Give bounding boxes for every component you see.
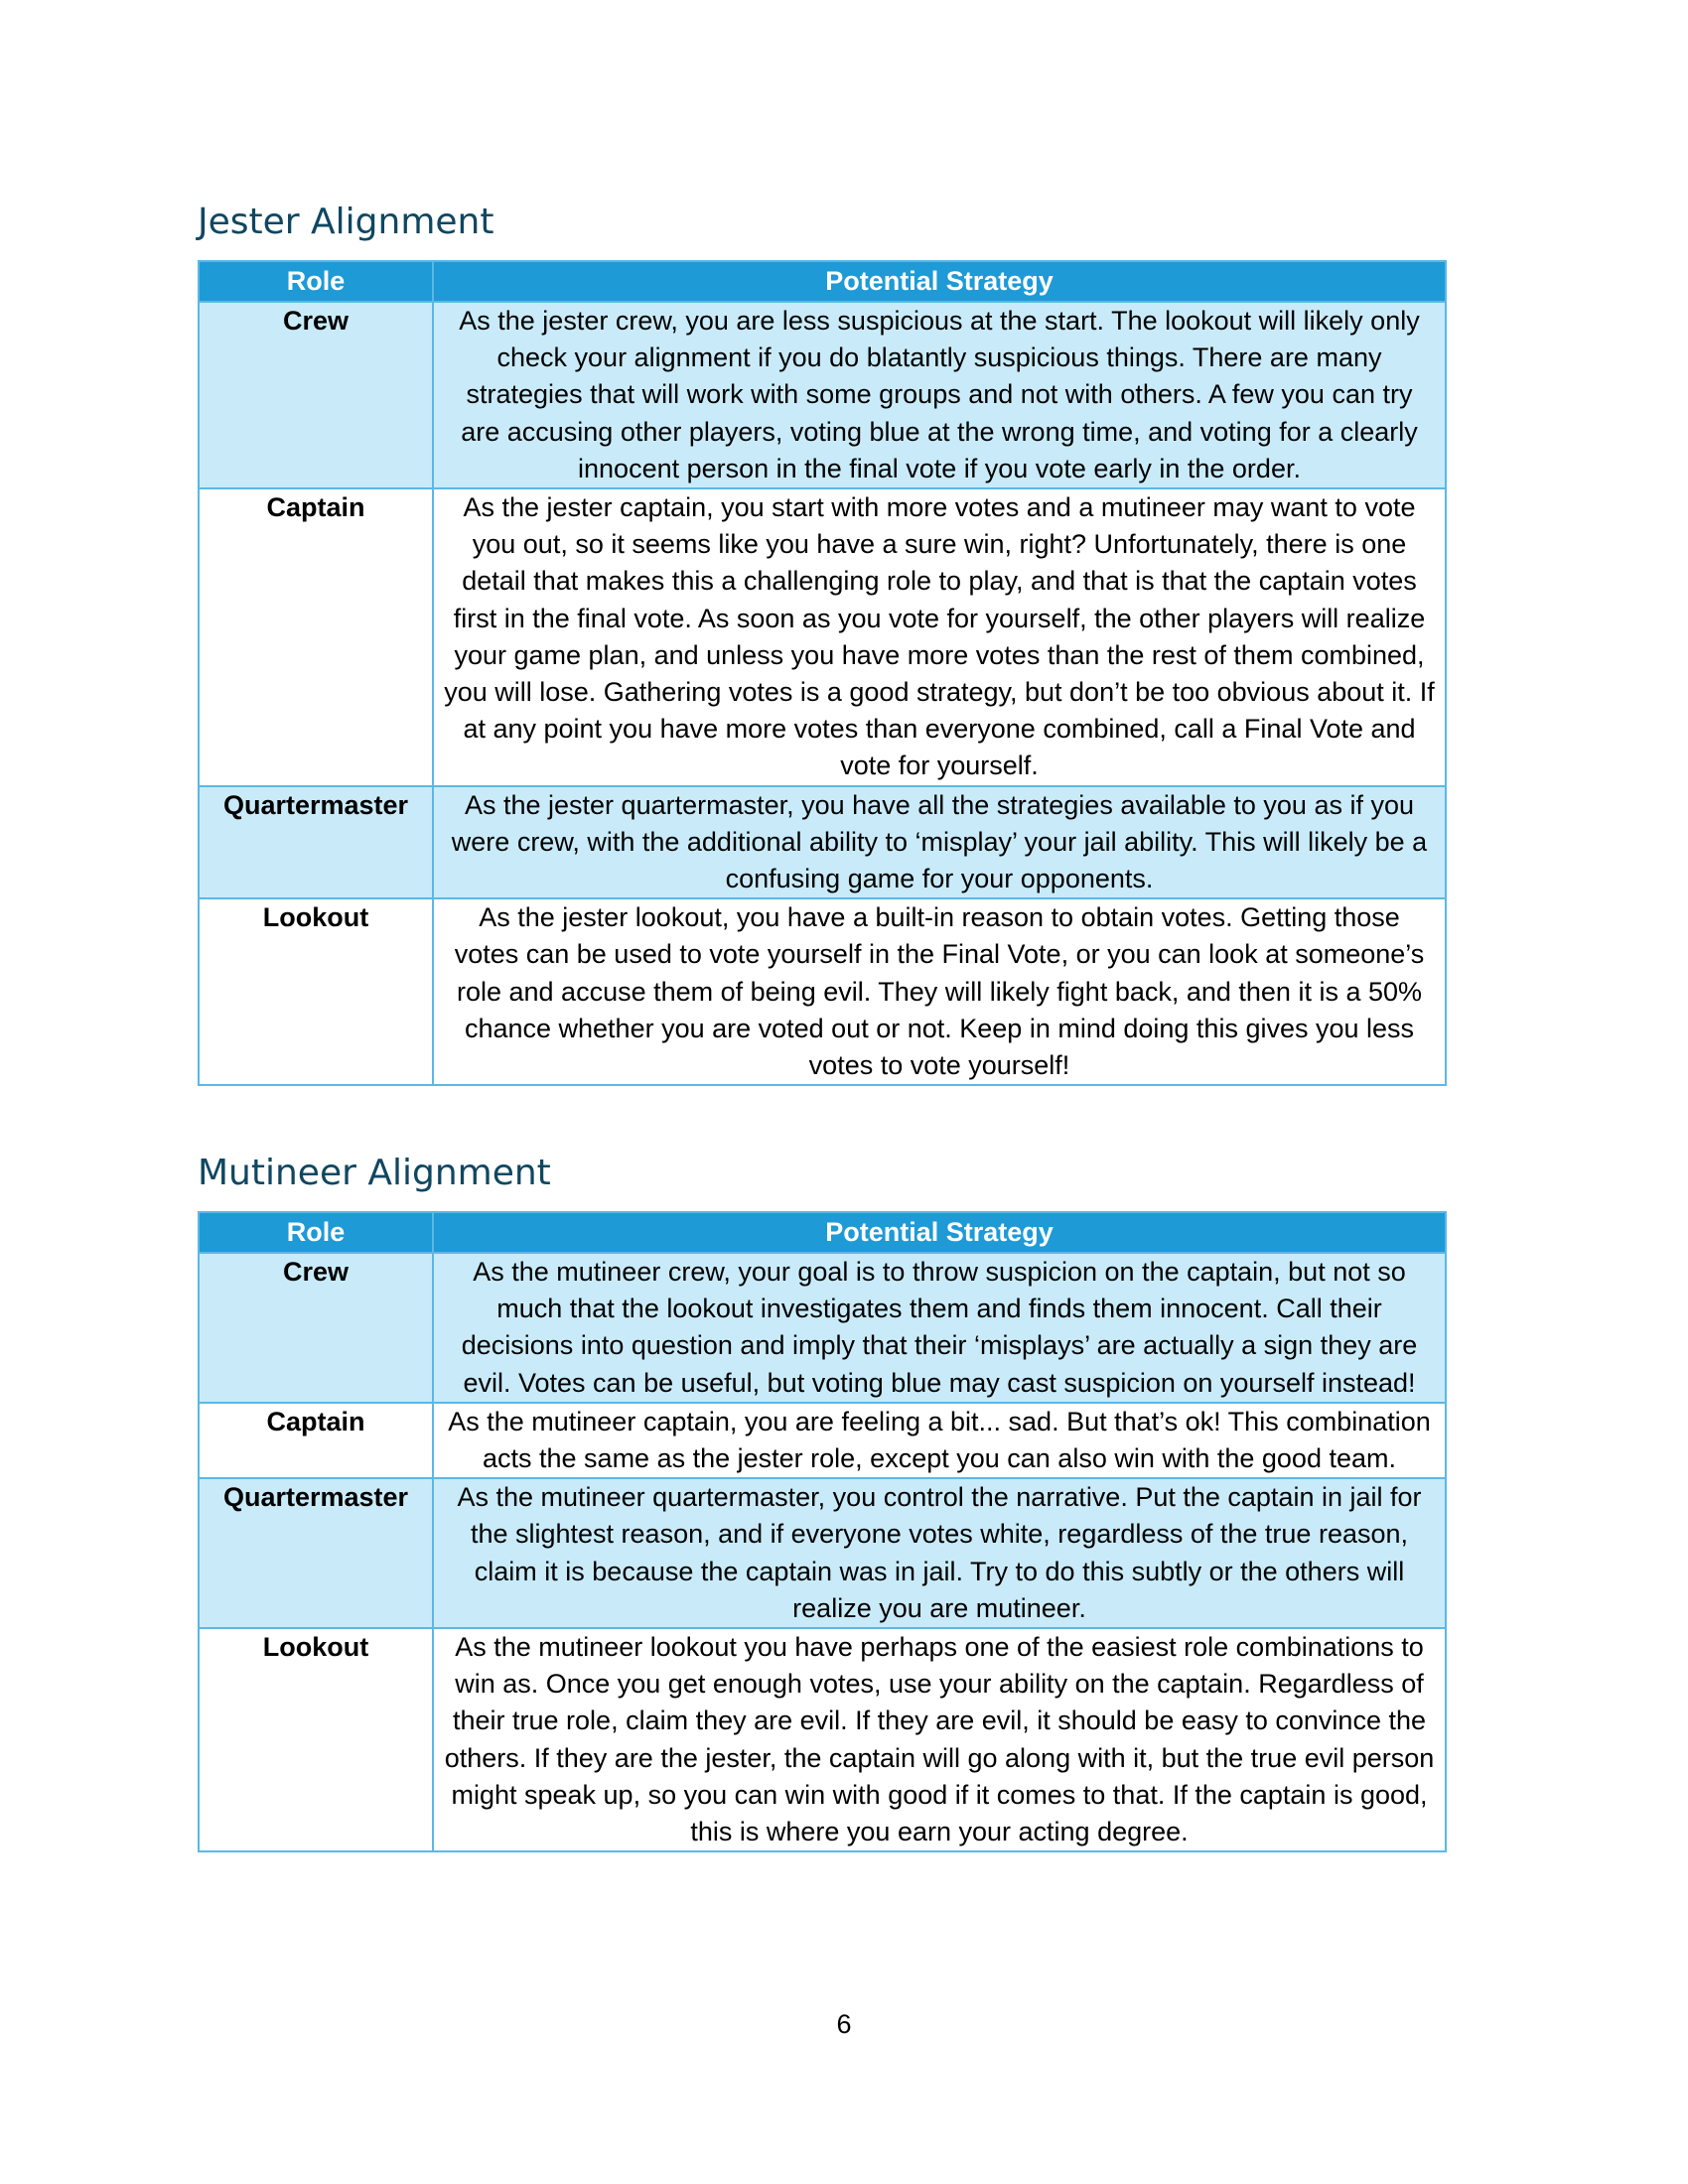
table-row (199, 302, 1446, 488)
table-row (199, 898, 1446, 1085)
role-cell: Lookout (199, 1628, 433, 1851)
jester-heading: Jester Alignment (198, 202, 494, 242)
mutineer-table (198, 1211, 1447, 1852)
table-row (199, 1253, 1446, 1403)
mutineer-heading: Mutineer Alignment (198, 1153, 551, 1193)
mutineer-section (198, 1150, 1447, 1852)
role-cell: Quartermaster (199, 786, 433, 899)
jester-table (198, 260, 1447, 1086)
role-cell: Captain (199, 1403, 433, 1478)
table-row (199, 1403, 1446, 1478)
strategy-column-header: Potential Strategy (433, 1212, 1446, 1253)
strategy-cell: As the jester crew, you are less suspicious at the start. The lookout will likely only check your alignment if you do blatantly suspicious things. There are many strategies that will work with some groups and not with others. A few you can try are accusing other players, voting blue at the wrong time, and voting for a clearly innocent person in the final vote if you vote early in the order. (433, 302, 1446, 488)
role-column-header: Role (199, 261, 433, 302)
page-number: 6 (836, 2009, 852, 2039)
strategy-cell: As the jester quartermaster, you have all the strategies available to you as if you were crew, with the additional ability to ‘misplay’ your jail ability. This will likely be a confusing game for your opponents. (433, 786, 1446, 899)
strategy-cell: As the mutineer lookout you have perhaps one of the easiest role combinations to win as. Once you get enough votes, use your ability on the captain. Regardless of their true role, claim they are evil. If they are evil, it should be easy to convince the others. If they are the jester, the captain will go along with it, but the true evil person might speak up, so you can win with good if it comes to that. If the captain is good, this is where you earn your acting degree. (433, 1628, 1446, 1851)
strategy-column-header: Potential Strategy (433, 261, 1446, 302)
role-cell: Lookout (199, 898, 433, 1085)
strategy-cell: As the jester captain, you start with more votes and a mutineer may want to vote you out, so it seems like you have a sure win, right? Unfortunately, there is one detail that makes this a challenging role to play, and that is that the captain votes first in the final vote. As soon as you vote for yourself, the other players will realize your game plan, and unless you have more votes than the rest of them combined, you will lose. Gathering votes is a good strategy, but don’t be too obvious about it. If at any point you have more votes than everyone combined, call a Final Vote and vote for yourself. (433, 488, 1446, 786)
jester-section (198, 199, 1447, 1086)
strategy-cell: As the jester lookout, you have a built-in reason to obtain votes. Getting those votes can be used to vote yourself in the Final Vote, or you can look at someone’s role and accuse them of being evil. They will likely fight back, and then it is a 50% chance whether you are voted out or not. Keep in mind doing this gives you less votes to vote yourself! (433, 898, 1446, 1085)
strategy-cell: As the mutineer captain, you are feeling a bit... sad. But that’s ok! This combination acts the same as the jester role, except you can also win with the good team. (433, 1403, 1446, 1478)
table-row (199, 488, 1446, 786)
role-cell: Crew (199, 1253, 433, 1403)
table-row (199, 1478, 1446, 1628)
role-column-header: Role (199, 1212, 433, 1253)
role-cell: Crew (199, 302, 433, 488)
table-header-row (199, 1212, 1446, 1253)
strategy-cell: As the mutineer crew, your goal is to throw suspicion on the captain, but not so much that the lookout investigates them and finds them innocent. Call their decisions into question and imply that their ‘misplays’ are actually a sign they are evil. Votes can be useful, but voting blue may cast suspicion on yourself instead! (433, 1253, 1446, 1403)
table-row (199, 786, 1446, 899)
table-row (199, 1628, 1446, 1851)
strategy-cell: As the mutineer quartermaster, you control the narrative. Put the captain in jail for the slightest reason, and if everyone votes white, regardless of the true reason, claim it is because the captain was in jail. Try to do this subtly or the others will realize you are mutineer. (433, 1478, 1446, 1628)
role-cell: Captain (199, 488, 433, 786)
role-cell: Quartermaster (199, 1478, 433, 1628)
table-header-row (199, 261, 1446, 302)
